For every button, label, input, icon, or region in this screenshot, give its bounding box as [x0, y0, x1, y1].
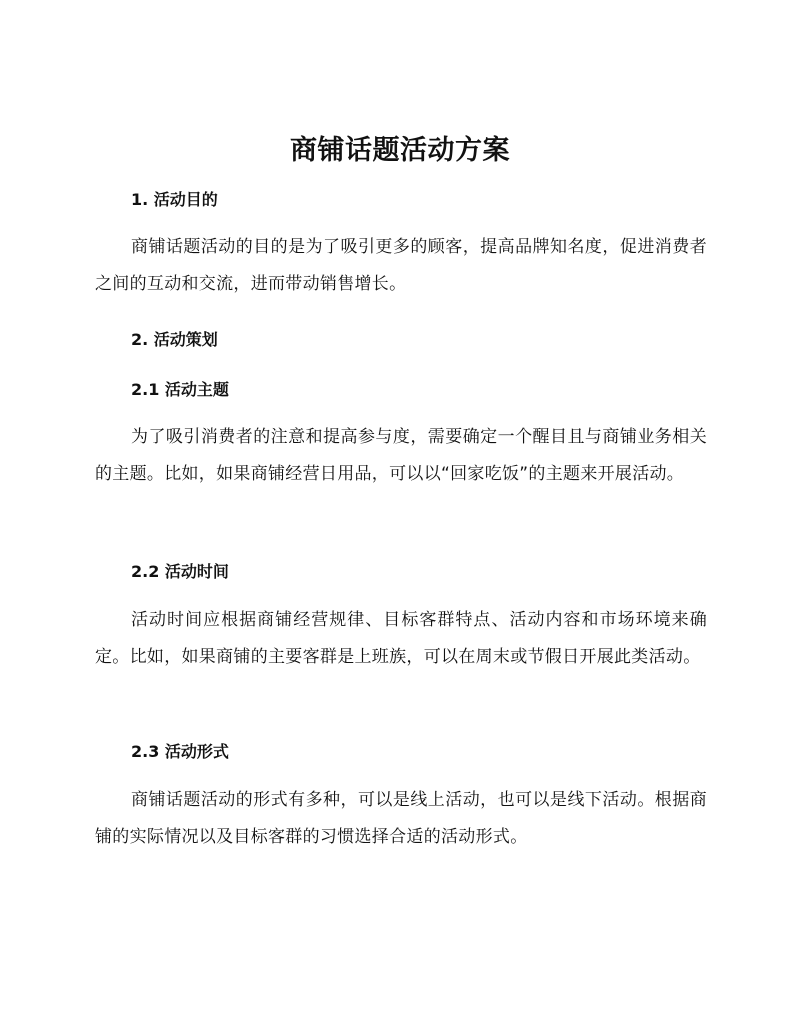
document-title: 商铺话题活动方案 [290, 135, 510, 166]
section-body-purpose: 商铺话题活动的目的是为了吸引更多的顾客，提高品牌知名度，促进消费者之间的互动和交流，进而带动销售增长。 [95, 237, 707, 294]
section-heading-time: 2.2 活动时间 [131, 562, 229, 581]
section-body-time: 活动时间应根据商铺经营规律、目标客群特点、活动内容和市场环境来确定。比如，如果商铺的主要客群是上班族，可以在周末或节假日开展此类活动。 [95, 610, 707, 667]
section-body-format: 商铺话题活动的形式有多种，可以是线上活动，也可以是线下活动。根据商铺的实际情况以及目标客群的习惯选择合适的活动形式。 [95, 790, 707, 847]
section-heading-format: 2.3 活动形式 [131, 742, 229, 761]
section-heading-purpose: 1. 活动目的 [131, 190, 218, 209]
section-body-theme: 为了吸引消费者的注意和提高参与度，需要确定一个醒目且与商铺业务相关的主题。比如，如果商铺经营日用品，可以以“回家吃饭”的主题来开展活动。 [95, 427, 707, 484]
section-heading-planning: 2. 活动策划 [131, 330, 218, 349]
section-heading-theme: 2.1 活动主题 [131, 380, 229, 399]
